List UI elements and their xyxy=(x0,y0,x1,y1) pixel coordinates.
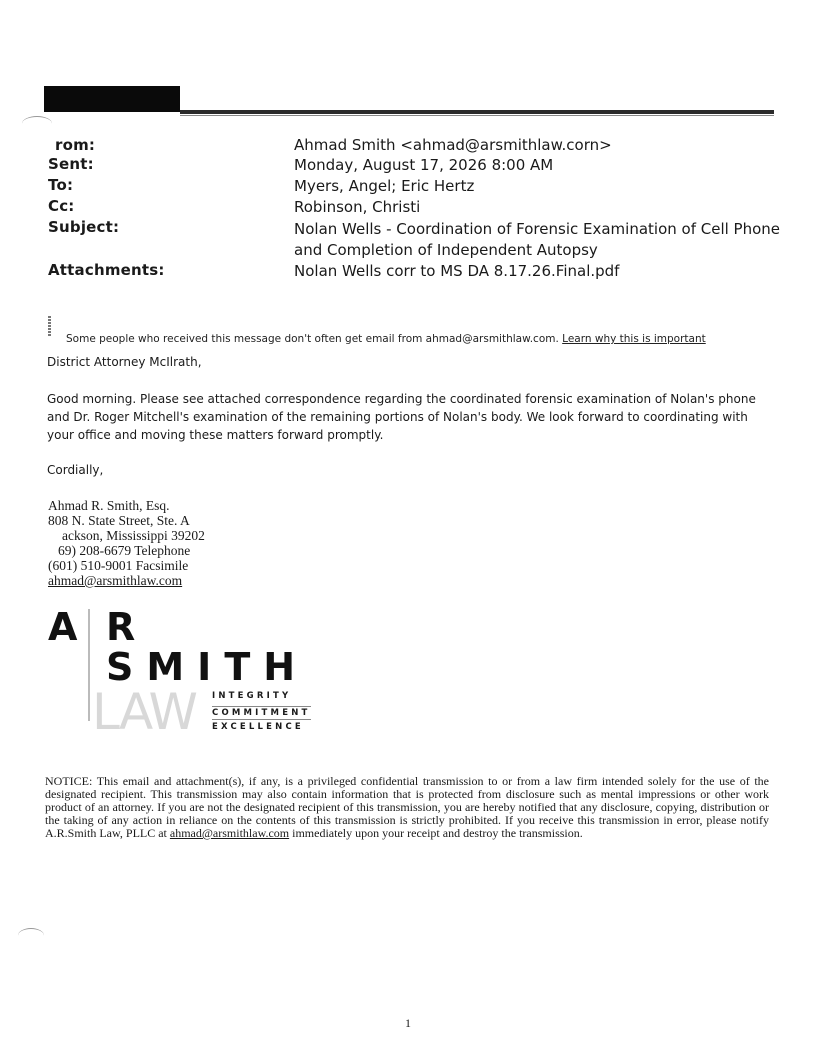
legal-notice-text-end: immediately upon your receipt and destroy the transmission. xyxy=(292,826,583,840)
body-paragraph xyxy=(47,390,767,444)
legal-notice-text: NOTICE: This email and attachment(s), if any, is a privileged confidential transmission to or from a law firm intended solely for the use of the designated recipient. This transmission may also contain information that is protected from disclosure such as mental impressions or other work product of an attorney. If you are not the designated recipient of this transmission, you are hereby notified that any disclosure, copying, distribution or the taking of any action in reliance on the contents of this transmission is strictly prohibited. If you receive this transmission in error, please notify A.R.Smith Law, PLLC at xyxy=(45,774,769,840)
scan-artifact-top xyxy=(22,116,52,131)
to-label: To: xyxy=(48,176,74,194)
logo-letter-r: R xyxy=(106,605,136,649)
logo-tag-commitment: COMMITMENT xyxy=(212,708,311,718)
scan-artifact-bottom xyxy=(18,928,44,943)
signature-street: 808 N. State Street, Ste. A xyxy=(48,513,190,528)
logo-letter-a: A xyxy=(48,605,78,649)
legal-notice-email-link[interactable]: ahmad@arsmithlaw.com xyxy=(169,826,290,840)
from-value: Ahmad Smith <ahmad@arsmithlaw.corn> xyxy=(294,136,612,154)
notice-bar xyxy=(48,316,51,336)
attachments-label: Attachments: xyxy=(48,261,165,279)
header-rule-thin xyxy=(180,115,774,116)
signature-email-link[interactable]: ahmad@arsmithlaw.com xyxy=(48,573,183,588)
page-number: 1 xyxy=(405,1016,411,1030)
logo-smith: SMITH xyxy=(106,645,309,689)
external-sender-notice xyxy=(66,333,706,345)
firm-logo xyxy=(48,605,328,740)
signature-name: Ahmad R. Smith, Esq. xyxy=(48,498,170,513)
body-line-3: your office and moving these matters forward promptly. xyxy=(47,428,384,442)
logo-law: LAW xyxy=(92,683,196,741)
legal-notice xyxy=(45,775,769,840)
signature-fax: (601) 510-9001 Facsimile xyxy=(48,558,189,573)
signature-phone: 69) 208-6679 Telephone xyxy=(58,543,191,558)
subject-value-line2: and Completion of Independent Autopsy xyxy=(294,241,598,259)
from-label: rom: xyxy=(55,136,96,154)
subject-label: Subject: xyxy=(48,218,120,236)
signature-block xyxy=(48,498,205,588)
sent-value: Monday, August 17, 2026 8:00 AM xyxy=(294,156,554,174)
cc-value: Robinson, Christi xyxy=(294,198,421,216)
attachment-file-link[interactable]: Nolan Wells corr to MS DA 8.17.26.Final.pdf xyxy=(294,262,620,280)
subject-value-line1: Nolan Wells - Coordination of Forensic Examination of Cell Phone xyxy=(294,220,781,238)
body-line-2: and Dr. Roger Mitchell's examination of the remaining portions of Nolan's body. We look forward to coordinating with xyxy=(47,410,748,424)
sent-label: Sent: xyxy=(48,155,94,173)
learn-why-link[interactable]: Learn why this is important xyxy=(562,333,706,345)
header-rule xyxy=(180,110,774,114)
notice-text: Some people who received this message don't often get email from ahmad@arsmithlaw.com. xyxy=(66,333,559,345)
closing: Cordially, xyxy=(47,463,104,477)
body-line-1: Good morning. Please see attached correspondence regarding the coordinated forensic examination of Nolan's phone xyxy=(47,392,756,406)
redaction-block xyxy=(44,86,180,112)
cc-label: Cc: xyxy=(48,197,75,215)
logo-tag-excellence: EXCELLENCE xyxy=(212,722,304,732)
to-value: Myers, Angel; Eric Hertz xyxy=(294,177,475,195)
logo-tag-integrity: INTEGRITY xyxy=(212,691,292,701)
signature-city: ackson, Mississippi 39202 xyxy=(62,528,205,543)
logo-vertical-rule xyxy=(88,609,90,721)
greeting: District Attorney McIlrath, xyxy=(47,355,202,369)
